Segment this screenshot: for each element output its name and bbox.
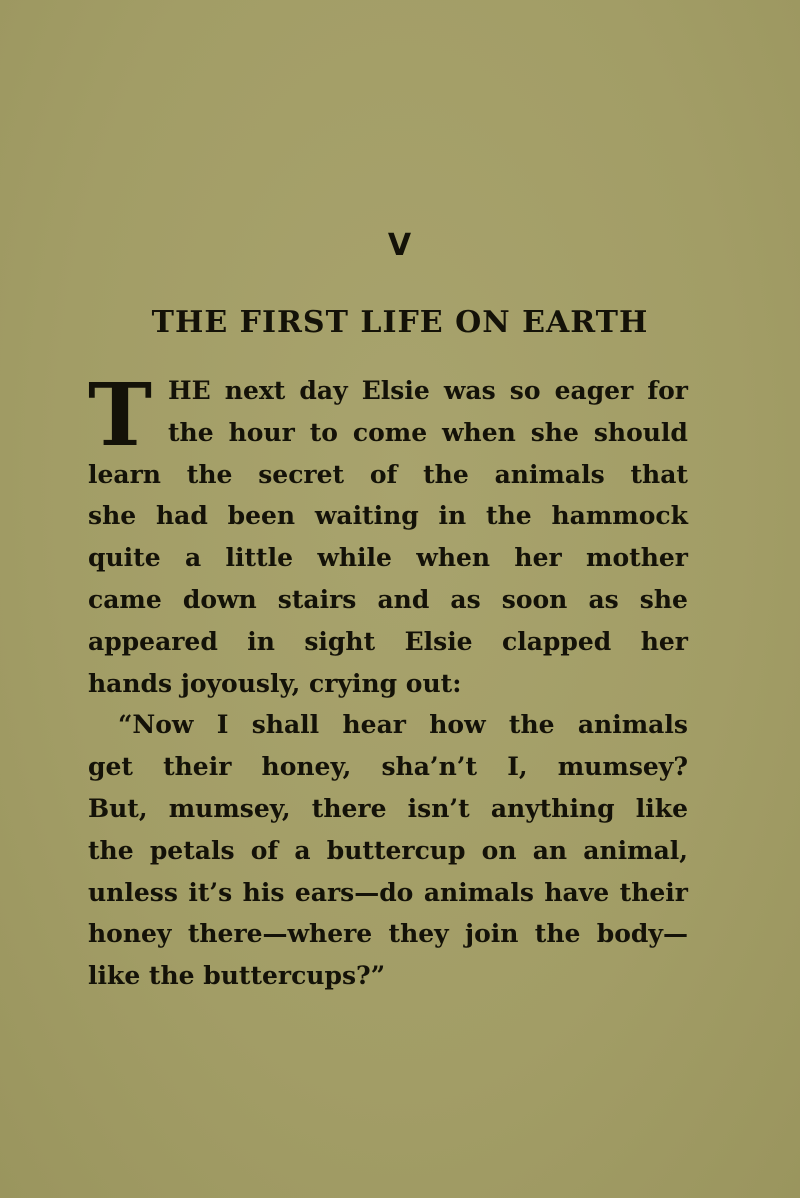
word: they xyxy=(388,919,449,949)
word: there—where xyxy=(187,919,373,949)
word: quite xyxy=(88,543,161,573)
word: Elsie xyxy=(404,626,473,656)
word: mother xyxy=(586,543,688,573)
chapter-title: THE FIRST LIFE ON EARTH xyxy=(151,305,649,340)
word: isn’t xyxy=(407,793,470,823)
text-line xyxy=(88,579,688,621)
word: honey, xyxy=(261,752,352,782)
word: the xyxy=(534,919,581,949)
word: of xyxy=(250,835,279,865)
word: have xyxy=(544,877,610,907)
word: while xyxy=(317,543,392,573)
word: honey xyxy=(88,919,172,949)
word: get xyxy=(88,752,133,782)
word: the xyxy=(486,501,532,531)
word: little xyxy=(225,543,293,573)
word: hammock xyxy=(551,501,688,531)
word: come xyxy=(352,417,428,447)
word: like xyxy=(635,793,688,823)
word: the xyxy=(168,417,214,447)
word: hour xyxy=(228,417,295,447)
word: day xyxy=(299,376,348,405)
word: the xyxy=(186,459,233,489)
word: sha’n’t xyxy=(381,752,478,782)
word: buttercup xyxy=(326,835,466,865)
text-line xyxy=(88,704,688,746)
word: had xyxy=(155,501,208,531)
word: animals xyxy=(423,877,534,907)
word: that xyxy=(630,459,688,489)
word: unless xyxy=(88,877,178,907)
word: as xyxy=(450,584,481,614)
word: a xyxy=(184,543,202,573)
word: waiting xyxy=(314,501,419,531)
word: join xyxy=(465,919,519,949)
word: animals xyxy=(577,710,688,740)
word: her xyxy=(640,626,688,656)
word: the xyxy=(508,710,555,740)
word: when xyxy=(416,543,491,573)
word: on xyxy=(481,835,517,865)
word: how xyxy=(429,710,486,740)
word: soon xyxy=(501,584,568,614)
word: the xyxy=(88,835,134,865)
word: clapped xyxy=(502,626,612,656)
drop-cap: T xyxy=(88,365,152,466)
word: anything xyxy=(490,793,615,823)
word: to xyxy=(309,417,338,447)
text-line xyxy=(88,872,688,914)
text-line xyxy=(88,412,688,454)
word: eager xyxy=(554,376,634,405)
word: next xyxy=(224,376,286,405)
word: “Now xyxy=(118,710,194,740)
word: secret xyxy=(258,459,345,489)
text-line xyxy=(88,454,688,496)
word: an xyxy=(532,835,568,865)
body-text xyxy=(88,365,688,997)
word: should xyxy=(593,417,688,447)
word: when xyxy=(442,417,516,447)
word: petals xyxy=(149,835,235,865)
word: it’s xyxy=(188,877,233,907)
word: she xyxy=(530,417,579,447)
word: But, xyxy=(88,793,148,823)
word: mumsey, xyxy=(168,793,291,823)
text-line xyxy=(88,495,688,537)
word: their xyxy=(163,752,232,782)
word: his xyxy=(242,877,285,907)
word: HE xyxy=(168,376,211,405)
text-line xyxy=(88,830,688,872)
word: of xyxy=(369,459,398,489)
word: she xyxy=(639,584,688,614)
text-line xyxy=(88,370,688,412)
text-line xyxy=(88,746,688,788)
chapter-number: V xyxy=(387,228,413,263)
word: the xyxy=(423,459,469,489)
word: body— xyxy=(596,919,688,949)
text-line xyxy=(88,913,688,955)
word: learn xyxy=(88,459,161,489)
word: a xyxy=(294,835,311,865)
word: she xyxy=(88,501,137,531)
text-line: hands joyously, crying out: xyxy=(88,668,462,698)
word: Elsie xyxy=(361,376,430,405)
text-line xyxy=(88,788,688,830)
word: was xyxy=(443,376,496,405)
word: and xyxy=(377,584,430,614)
text-line: like the buttercups?” xyxy=(88,961,386,991)
word: as xyxy=(588,584,619,614)
word: mumsey? xyxy=(557,752,688,782)
word: their xyxy=(619,877,688,907)
text-line xyxy=(88,621,688,663)
word: I, xyxy=(507,752,528,782)
word: been xyxy=(227,501,296,531)
word: so xyxy=(509,376,541,405)
word: for xyxy=(647,376,688,405)
word: animal, xyxy=(583,835,688,865)
word: ears—do xyxy=(294,877,414,907)
word: there xyxy=(311,793,387,823)
word: sight xyxy=(304,626,376,656)
word: came xyxy=(88,584,162,614)
word: in xyxy=(247,626,275,656)
word: stairs xyxy=(277,584,357,614)
word: in xyxy=(438,501,467,531)
word: animals xyxy=(494,459,605,489)
text-line xyxy=(88,537,688,579)
word: I xyxy=(216,710,229,740)
word: down xyxy=(182,584,257,614)
word: her xyxy=(514,543,562,573)
word: hear xyxy=(342,710,406,740)
word: shall xyxy=(251,710,320,740)
word: appeared xyxy=(88,626,218,656)
